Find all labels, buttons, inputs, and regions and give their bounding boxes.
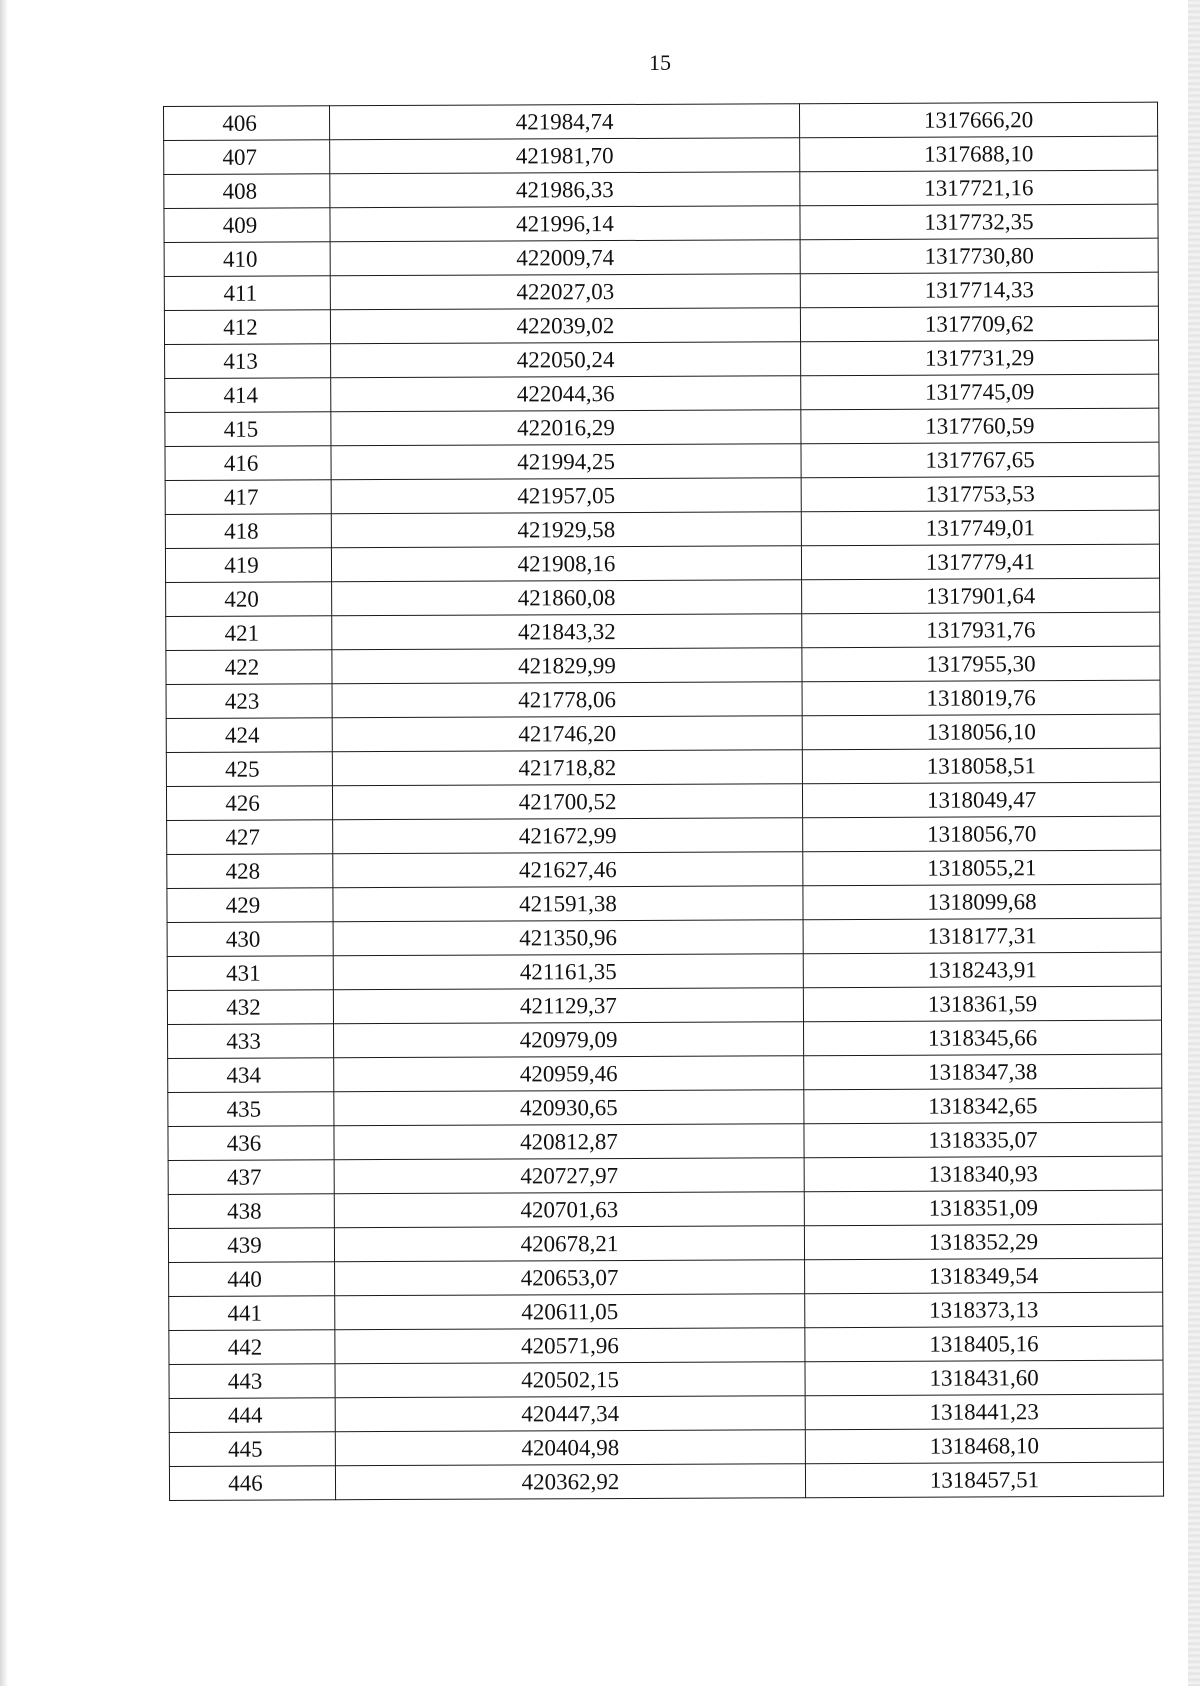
table-row	[165, 544, 1159, 582]
table-row	[169, 1360, 1163, 1398]
table-row	[166, 646, 1160, 684]
y-coordinate-cell: 1317901,64	[802, 578, 1160, 614]
table-row	[167, 850, 1161, 888]
x-coordinate-cell: 420678,21	[334, 1226, 804, 1262]
x-coordinate-cell: 421929,58	[331, 512, 801, 548]
y-coordinate-cell: 1317730,80	[800, 238, 1158, 274]
point-number-cell: 410	[164, 242, 330, 277]
x-coordinate-cell: 420653,07	[335, 1260, 805, 1296]
x-coordinate-cell: 421627,46	[333, 852, 803, 888]
point-number-cell: 408	[164, 174, 330, 209]
point-number-cell: 423	[166, 684, 332, 719]
x-coordinate-cell: 421718,82	[332, 750, 802, 786]
table-row	[165, 408, 1159, 446]
point-number-cell: 446	[169, 1466, 335, 1501]
x-coordinate-cell: 421700,52	[332, 784, 802, 820]
table-row	[167, 952, 1161, 990]
x-coordinate-cell: 421591,38	[333, 886, 803, 922]
x-coordinate-cell: 421908,16	[331, 546, 801, 582]
table-row	[164, 272, 1158, 310]
point-number-cell: 439	[168, 1228, 334, 1263]
table-row	[165, 510, 1159, 548]
x-coordinate-cell: 421746,20	[332, 716, 802, 752]
scan-edge-right	[1188, 0, 1200, 1686]
y-coordinate-cell: 1318049,47	[802, 782, 1160, 818]
table-row	[167, 816, 1161, 854]
point-number-cell: 443	[169, 1364, 335, 1399]
point-number-cell: 415	[165, 412, 331, 447]
y-coordinate-cell: 1318468,10	[805, 1428, 1163, 1464]
y-coordinate-cell: 1317753,53	[801, 476, 1159, 512]
y-coordinate-cell: 1317760,59	[801, 408, 1159, 444]
table-row	[168, 1020, 1162, 1058]
point-number-cell: 428	[167, 854, 333, 889]
x-coordinate-cell: 421129,37	[333, 988, 803, 1024]
x-coordinate-cell: 420611,05	[335, 1294, 805, 1330]
table-row	[168, 1224, 1162, 1262]
table-row	[169, 1258, 1163, 1296]
table-row	[166, 782, 1160, 820]
y-coordinate-cell: 1318361,59	[803, 986, 1161, 1022]
point-number-cell: 425	[166, 752, 332, 787]
table-row	[169, 1428, 1163, 1466]
x-coordinate-cell: 421672,99	[333, 818, 803, 854]
x-coordinate-cell: 420930,65	[334, 1090, 804, 1126]
table-row	[166, 748, 1160, 786]
point-number-cell: 429	[167, 888, 333, 923]
y-coordinate-cell: 1318373,13	[805, 1292, 1163, 1328]
table-row	[164, 238, 1158, 276]
y-coordinate-cell: 1317749,01	[801, 510, 1159, 546]
x-coordinate-cell: 420701,63	[334, 1192, 804, 1228]
y-coordinate-cell: 1318056,10	[802, 714, 1160, 750]
x-coordinate-cell: 421778,06	[332, 682, 802, 718]
y-coordinate-cell: 1318347,38	[804, 1054, 1162, 1090]
x-coordinate-cell: 421843,32	[332, 614, 802, 650]
point-number-cell: 420	[166, 582, 332, 617]
point-number-cell: 435	[168, 1092, 334, 1127]
table-row	[169, 1394, 1163, 1432]
y-coordinate-cell: 1318342,65	[804, 1088, 1162, 1124]
x-coordinate-cell: 421860,08	[332, 580, 802, 616]
y-coordinate-cell: 1318099,68	[803, 884, 1161, 920]
y-coordinate-cell: 1317688,10	[800, 136, 1158, 172]
table-row	[164, 204, 1158, 242]
x-coordinate-cell: 421350,96	[333, 920, 803, 956]
x-coordinate-cell: 422044,36	[331, 376, 801, 412]
y-coordinate-cell: 1318352,29	[804, 1224, 1162, 1260]
point-number-cell: 445	[169, 1432, 335, 1467]
point-number-cell: 421	[166, 616, 332, 651]
point-number-cell: 419	[165, 548, 331, 583]
table-row	[168, 1156, 1162, 1194]
point-number-cell: 436	[168, 1126, 334, 1161]
point-number-cell: 430	[167, 922, 333, 957]
point-number-cell: 406	[164, 106, 330, 141]
y-coordinate-cell: 1318441,23	[805, 1394, 1163, 1430]
point-number-cell: 424	[166, 718, 332, 753]
scan-edge-left	[0, 0, 8, 1686]
point-number-cell: 438	[168, 1194, 334, 1229]
x-coordinate-cell: 422039,02	[330, 308, 800, 344]
point-number-cell: 442	[169, 1330, 335, 1365]
point-number-cell: 432	[167, 990, 333, 1025]
x-coordinate-cell: 420727,97	[334, 1158, 804, 1194]
x-coordinate-cell: 420447,34	[335, 1396, 805, 1432]
point-number-cell: 426	[166, 786, 332, 821]
table-row	[167, 986, 1161, 1024]
x-coordinate-cell: 421829,99	[332, 648, 802, 684]
y-coordinate-cell: 1318405,16	[805, 1326, 1163, 1362]
point-number-cell: 413	[165, 344, 331, 379]
table-row	[166, 612, 1160, 650]
point-number-cell: 422	[166, 650, 332, 685]
point-number-cell: 437	[168, 1160, 334, 1195]
x-coordinate-cell: 420959,46	[334, 1056, 804, 1092]
table-row	[164, 102, 1158, 140]
x-coordinate-cell: 420362,92	[335, 1464, 805, 1500]
x-coordinate-cell: 420979,09	[334, 1022, 804, 1058]
x-coordinate-cell: 420812,87	[334, 1124, 804, 1160]
point-number-cell: 417	[165, 480, 331, 515]
y-coordinate-cell: 1318431,60	[805, 1360, 1163, 1396]
y-coordinate-cell: 1317955,30	[802, 646, 1160, 682]
y-coordinate-cell: 1318177,31	[803, 918, 1161, 954]
table-row	[166, 680, 1160, 718]
table-row	[168, 1088, 1162, 1126]
y-coordinate-cell: 1318058,51	[802, 748, 1160, 784]
page-number: 15	[649, 50, 671, 75]
table-row	[169, 1292, 1163, 1330]
x-coordinate-cell: 422050,24	[331, 342, 801, 378]
x-coordinate-cell: 422027,03	[330, 274, 800, 310]
y-coordinate-cell: 1318349,54	[805, 1258, 1163, 1294]
x-coordinate-cell: 421984,74	[330, 104, 800, 140]
y-coordinate-cell: 1317767,65	[801, 442, 1159, 478]
point-number-cell: 444	[169, 1398, 335, 1433]
y-coordinate-cell: 1317745,09	[801, 374, 1159, 410]
x-coordinate-cell: 421161,35	[333, 954, 803, 990]
coordinates-table	[163, 102, 1164, 1501]
point-number-cell: 427	[167, 820, 333, 855]
y-coordinate-cell: 1318335,07	[804, 1122, 1162, 1158]
point-number-cell: 433	[168, 1024, 334, 1059]
point-number-cell: 407	[164, 140, 330, 175]
point-number-cell: 434	[168, 1058, 334, 1093]
x-coordinate-cell: 420404,98	[335, 1430, 805, 1466]
y-coordinate-cell: 1318351,09	[804, 1190, 1162, 1226]
y-coordinate-cell: 1317721,16	[800, 170, 1158, 206]
point-number-cell: 431	[167, 956, 333, 991]
table-row	[164, 306, 1158, 344]
x-coordinate-cell: 421996,14	[330, 206, 800, 242]
point-number-cell: 409	[164, 208, 330, 243]
y-coordinate-cell: 1318056,70	[803, 816, 1161, 852]
y-coordinate-cell: 1317779,41	[801, 544, 1159, 580]
y-coordinate-cell: 1318055,21	[803, 850, 1161, 886]
x-coordinate-cell: 422009,74	[330, 240, 800, 276]
x-coordinate-cell: 421986,33	[330, 172, 800, 208]
table-row	[164, 136, 1158, 174]
y-coordinate-cell: 1318019,76	[802, 680, 1160, 716]
table-row	[169, 1326, 1163, 1364]
table-row	[165, 476, 1159, 514]
y-coordinate-cell: 1317931,76	[802, 612, 1160, 648]
table-row	[166, 578, 1160, 616]
point-number-cell: 440	[169, 1262, 335, 1297]
x-coordinate-cell: 421957,05	[331, 478, 801, 514]
point-number-cell: 414	[165, 378, 331, 413]
table-row	[168, 1122, 1162, 1160]
y-coordinate-cell: 1318243,91	[803, 952, 1161, 988]
point-number-cell: 416	[165, 446, 331, 481]
point-number-cell: 412	[164, 310, 330, 345]
point-number-cell: 441	[169, 1296, 335, 1331]
x-coordinate-cell: 421994,25	[331, 444, 801, 480]
y-coordinate-cell: 1318457,51	[805, 1462, 1163, 1498]
x-coordinate-cell: 420571,96	[335, 1328, 805, 1364]
y-coordinate-cell: 1317666,20	[799, 102, 1157, 138]
y-coordinate-cell: 1317714,33	[800, 272, 1158, 308]
table-row	[169, 1462, 1163, 1500]
x-coordinate-cell: 421981,70	[330, 138, 800, 174]
x-coordinate-cell: 422016,29	[331, 410, 801, 446]
y-coordinate-cell: 1317709,62	[800, 306, 1158, 342]
y-coordinate-cell: 1317731,29	[801, 340, 1159, 376]
table-row	[168, 1190, 1162, 1228]
y-coordinate-cell: 1318345,66	[804, 1020, 1162, 1056]
y-coordinate-cell: 1317732,35	[800, 204, 1158, 240]
table-row	[164, 170, 1158, 208]
table-row	[167, 918, 1161, 956]
table-row	[166, 714, 1160, 752]
table-row	[168, 1054, 1162, 1092]
table-row	[165, 442, 1159, 480]
coordinates-table-body	[164, 102, 1164, 1500]
point-number-cell: 411	[164, 276, 330, 311]
point-number-cell: 418	[165, 514, 331, 549]
y-coordinate-cell: 1318340,93	[804, 1156, 1162, 1192]
table-row	[165, 374, 1159, 412]
table-row	[167, 884, 1161, 922]
table-row	[165, 340, 1159, 378]
x-coordinate-cell: 420502,15	[335, 1362, 805, 1398]
